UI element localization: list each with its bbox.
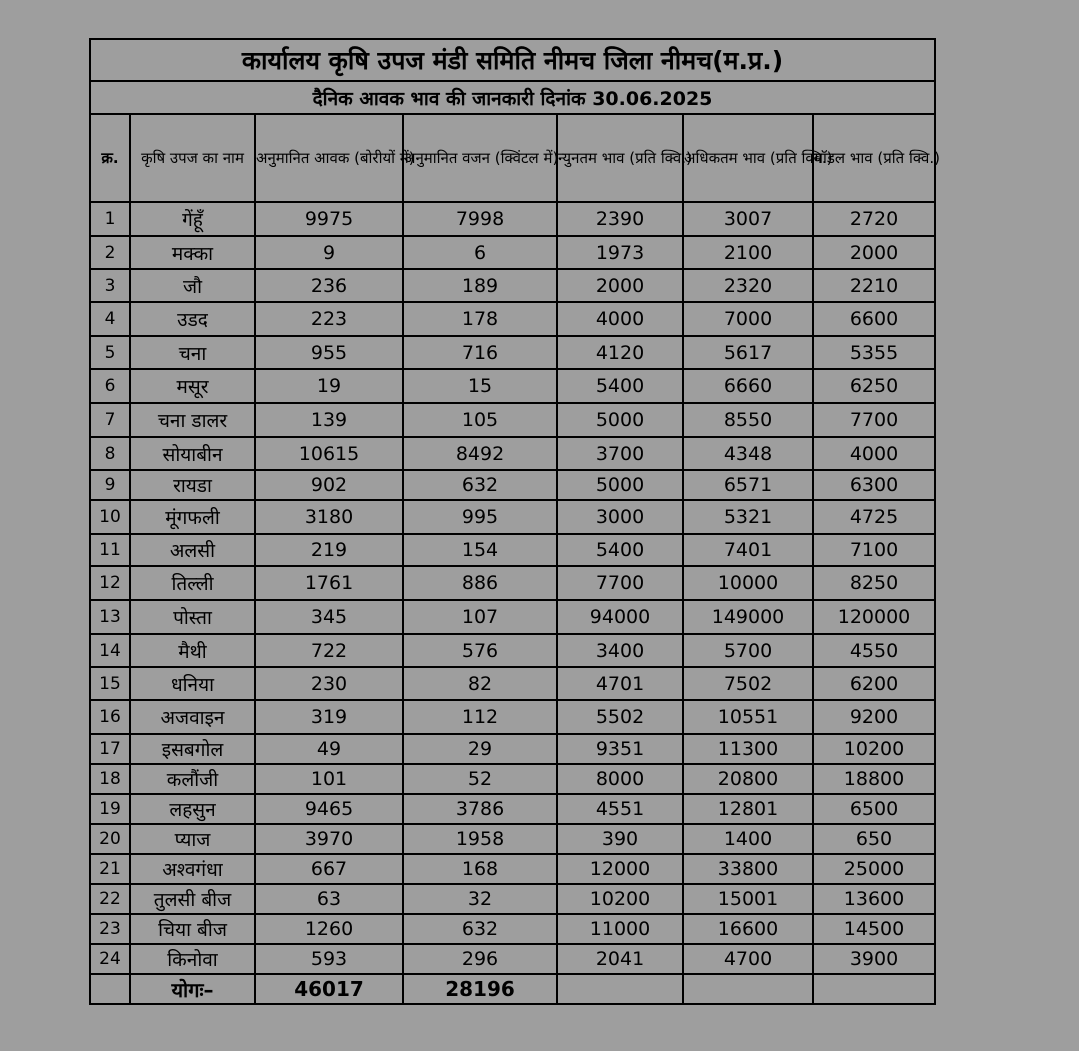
crop-name-cell: पोस्ता — [130, 600, 255, 634]
table-row — [90, 700, 935, 734]
table-row — [90, 764, 935, 794]
crop-name-cell: गेंहूँ — [130, 202, 255, 236]
estimated-bags-cell: 1260 — [255, 914, 403, 944]
serial-cell: 10 — [90, 500, 130, 534]
daily-arrival-price-table — [89, 38, 940, 1005]
modal-price-cell: 650 — [813, 824, 935, 854]
serial-cell: 22 — [90, 884, 130, 914]
estimated-weight-cell: 632 — [403, 470, 557, 500]
header-maximum-price: अधिकतम भाव (प्रति क्वि.) — [683, 114, 813, 202]
estimated-weight-cell: 886 — [403, 566, 557, 600]
maximum-price-cell: 6571 — [683, 470, 813, 500]
estimated-weight-cell: 3786 — [403, 794, 557, 824]
minimum-price-cell: 9351 — [557, 734, 683, 764]
modal-price-cell: 7700 — [813, 403, 935, 437]
header-estimated-weight: अनुमानित वजन (क्विंटल में) — [403, 114, 557, 202]
serial-cell: 11 — [90, 534, 130, 566]
crop-name-cell: तुलसी बीज — [130, 884, 255, 914]
maximum-price-cell: 5617 — [683, 336, 813, 369]
estimated-weight-cell: 8492 — [403, 437, 557, 470]
maximum-price-cell: 5321 — [683, 500, 813, 534]
minimum-price-cell: 11000 — [557, 914, 683, 944]
modal-price-cell: 18800 — [813, 764, 935, 794]
table-row — [90, 470, 935, 500]
serial-cell: 21 — [90, 854, 130, 884]
crop-name-cell: अलसी — [130, 534, 255, 566]
total-label: योगः– — [130, 974, 255, 1004]
estimated-weight-cell: 178 — [403, 302, 557, 336]
header-estimated-bags: अनुमानित आवक (बोरीयों में) — [255, 114, 403, 202]
estimated-bags-cell: 230 — [255, 667, 403, 700]
estimated-weight-cell: 168 — [403, 854, 557, 884]
minimum-price-cell: 390 — [557, 824, 683, 854]
maximum-price-cell: 2320 — [683, 269, 813, 302]
table-row — [90, 854, 935, 884]
table-row — [90, 369, 935, 403]
header-minimum-price: न्युनतम भाव (प्रति क्वि.) — [557, 114, 683, 202]
table-row — [90, 302, 935, 336]
header-modal-price: मॉडल भाव (प्रति क्वि.) — [813, 114, 935, 202]
estimated-bags-cell: 1761 — [255, 566, 403, 600]
maximum-price-cell: 11300 — [683, 734, 813, 764]
estimated-weight-cell: 112 — [403, 700, 557, 734]
estimated-weight-cell: 82 — [403, 667, 557, 700]
table-row — [90, 534, 935, 566]
estimated-weight-cell: 32 — [403, 884, 557, 914]
estimated-weight-cell: 632 — [403, 914, 557, 944]
maximum-price-cell: 33800 — [683, 854, 813, 884]
crop-name-cell: जौ — [130, 269, 255, 302]
estimated-weight-cell: 15 — [403, 369, 557, 403]
estimated-weight-cell: 154 — [403, 534, 557, 566]
table-row — [90, 437, 935, 470]
minimum-price-cell: 5502 — [557, 700, 683, 734]
serial-cell: 1 — [90, 202, 130, 236]
table-row — [90, 500, 935, 534]
serial-cell: 4 — [90, 302, 130, 336]
serial-cell: 8 — [90, 437, 130, 470]
total-row — [90, 974, 935, 1004]
estimated-bags-cell: 319 — [255, 700, 403, 734]
maximum-price-cell: 4700 — [683, 944, 813, 974]
crop-name-cell: मक्का — [130, 236, 255, 269]
table-row — [90, 269, 935, 302]
estimated-bags-cell: 722 — [255, 634, 403, 667]
serial-cell: 6 — [90, 369, 130, 403]
crop-name-cell: अश्वगंधा — [130, 854, 255, 884]
serial-cell: 12 — [90, 566, 130, 600]
estimated-weight-cell: 107 — [403, 600, 557, 634]
estimated-bags-cell: 345 — [255, 600, 403, 634]
minimum-price-cell: 4000 — [557, 302, 683, 336]
modal-price-cell: 6250 — [813, 369, 935, 403]
crop-name-cell: रायडा — [130, 470, 255, 500]
table-row — [90, 794, 935, 824]
crop-name-cell: चिया बीज — [130, 914, 255, 944]
table-row — [90, 944, 935, 974]
serial-cell: 13 — [90, 600, 130, 634]
table-row — [90, 202, 935, 236]
estimated-bags-cell: 101 — [255, 764, 403, 794]
minimum-price-cell: 12000 — [557, 854, 683, 884]
header-crop-name: कृषि उपज का नाम — [130, 114, 255, 202]
crop-name-cell: मसूर — [130, 369, 255, 403]
serial-cell: 5 — [90, 336, 130, 369]
estimated-bags-cell: 9975 — [255, 202, 403, 236]
serial-cell: 9 — [90, 470, 130, 500]
table-row — [90, 600, 935, 634]
serial-cell: 18 — [90, 764, 130, 794]
minimum-price-cell: 4701 — [557, 667, 683, 700]
serial-cell: 23 — [90, 914, 130, 944]
minimum-price-cell: 5000 — [557, 470, 683, 500]
crop-name-cell: कलौंजी — [130, 764, 255, 794]
crop-name-cell: मूंगफली — [130, 500, 255, 534]
estimated-bags-cell: 223 — [255, 302, 403, 336]
minimum-price-cell: 3400 — [557, 634, 683, 667]
estimated-weight-cell: 576 — [403, 634, 557, 667]
maximum-price-cell: 2100 — [683, 236, 813, 269]
minimum-price-cell: 7700 — [557, 566, 683, 600]
estimated-bags-cell: 9465 — [255, 794, 403, 824]
crop-name-cell: सोयाबीन — [130, 437, 255, 470]
maximum-price-cell: 10551 — [683, 700, 813, 734]
estimated-weight-cell: 296 — [403, 944, 557, 974]
estimated-bags-cell: 63 — [255, 884, 403, 914]
total-weight: 28196 — [403, 974, 557, 1004]
modal-price-cell: 10200 — [813, 734, 935, 764]
table-row — [90, 884, 935, 914]
estimated-bags-cell: 139 — [255, 403, 403, 437]
serial-cell: 17 — [90, 734, 130, 764]
minimum-price-cell: 4120 — [557, 336, 683, 369]
modal-price-cell: 8250 — [813, 566, 935, 600]
estimated-bags-cell: 236 — [255, 269, 403, 302]
serial-cell: 14 — [90, 634, 130, 667]
modal-price-cell: 120000 — [813, 600, 935, 634]
maximum-price-cell: 149000 — [683, 600, 813, 634]
crop-name-cell: तिल्ली — [130, 566, 255, 600]
modal-price-cell: 7100 — [813, 534, 935, 566]
estimated-bags-cell: 902 — [255, 470, 403, 500]
minimum-price-cell: 3000 — [557, 500, 683, 534]
header-serial: क्र. — [90, 114, 130, 202]
maximum-price-cell: 12801 — [683, 794, 813, 824]
minimum-price-cell: 94000 — [557, 600, 683, 634]
estimated-weight-cell: 6 — [403, 236, 557, 269]
table-row — [90, 914, 935, 944]
estimated-bags-cell: 3180 — [255, 500, 403, 534]
modal-price-cell: 25000 — [813, 854, 935, 884]
maximum-price-cell: 20800 — [683, 764, 813, 794]
serial-cell: 2 — [90, 236, 130, 269]
table-row — [90, 336, 935, 369]
crop-name-cell: चना — [130, 336, 255, 369]
crop-name-cell: इसबगोल — [130, 734, 255, 764]
table-row — [90, 566, 935, 600]
maximum-price-cell: 10000 — [683, 566, 813, 600]
crop-name-cell: चना डालर — [130, 403, 255, 437]
report-subtitle: दैनिक आवक भाव की जानकारी दिनांक 30.06.2025 — [90, 81, 935, 114]
estimated-bags-cell: 3970 — [255, 824, 403, 854]
total-empty-modal — [813, 974, 935, 1004]
maximum-price-cell: 15001 — [683, 884, 813, 914]
serial-cell: 7 — [90, 403, 130, 437]
modal-price-cell: 13600 — [813, 884, 935, 914]
modal-price-cell: 6600 — [813, 302, 935, 336]
total-empty-min — [557, 974, 683, 1004]
estimated-weight-cell: 52 — [403, 764, 557, 794]
maximum-price-cell: 7502 — [683, 667, 813, 700]
minimum-price-cell: 4551 — [557, 794, 683, 824]
minimum-price-cell: 2041 — [557, 944, 683, 974]
modal-price-cell: 2720 — [813, 202, 935, 236]
modal-price-cell: 4725 — [813, 500, 935, 534]
serial-cell: 20 — [90, 824, 130, 854]
maximum-price-cell: 8550 — [683, 403, 813, 437]
serial-cell: 3 — [90, 269, 130, 302]
estimated-bags-cell: 19 — [255, 369, 403, 403]
crop-name-cell: किनोवा — [130, 944, 255, 974]
crop-name-cell: लहसुन — [130, 794, 255, 824]
total-empty-serial — [90, 974, 130, 1004]
estimated-bags-cell: 667 — [255, 854, 403, 884]
estimated-weight-cell: 7998 — [403, 202, 557, 236]
crop-name-cell: अजवाइन — [130, 700, 255, 734]
modal-price-cell: 6500 — [813, 794, 935, 824]
estimated-weight-cell: 995 — [403, 500, 557, 534]
modal-price-cell: 6300 — [813, 470, 935, 500]
crop-name-cell: उडद — [130, 302, 255, 336]
estimated-bags-cell: 219 — [255, 534, 403, 566]
maximum-price-cell: 5700 — [683, 634, 813, 667]
minimum-price-cell: 5400 — [557, 534, 683, 566]
serial-cell: 15 — [90, 667, 130, 700]
minimum-price-cell: 8000 — [557, 764, 683, 794]
table-row — [90, 236, 935, 269]
minimum-price-cell: 1973 — [557, 236, 683, 269]
maximum-price-cell: 16600 — [683, 914, 813, 944]
maximum-price-cell: 1400 — [683, 824, 813, 854]
serial-cell: 16 — [90, 700, 130, 734]
table-row — [90, 734, 935, 764]
serial-cell: 19 — [90, 794, 130, 824]
estimated-bags-cell: 593 — [255, 944, 403, 974]
estimated-weight-cell: 189 — [403, 269, 557, 302]
estimated-weight-cell: 716 — [403, 336, 557, 369]
modal-price-cell: 14500 — [813, 914, 935, 944]
minimum-price-cell: 2390 — [557, 202, 683, 236]
modal-price-cell: 3900 — [813, 944, 935, 974]
maximum-price-cell: 7000 — [683, 302, 813, 336]
minimum-price-cell: 10200 — [557, 884, 683, 914]
table-row — [90, 634, 935, 667]
office-title: कार्यालय कृषि उपज मंडी समिति नीमच जिला नीमच(म.प्र.) — [90, 39, 935, 81]
total-empty-max — [683, 974, 813, 1004]
total-bags: 46017 — [255, 974, 403, 1004]
modal-price-cell: 9200 — [813, 700, 935, 734]
estimated-weight-cell: 29 — [403, 734, 557, 764]
maximum-price-cell: 7401 — [683, 534, 813, 566]
minimum-price-cell: 2000 — [557, 269, 683, 302]
maximum-price-cell: 4348 — [683, 437, 813, 470]
table-row — [90, 824, 935, 854]
serial-cell: 24 — [90, 944, 130, 974]
modal-price-cell: 4550 — [813, 634, 935, 667]
estimated-bags-cell: 10615 — [255, 437, 403, 470]
crop-name-cell: धनिया — [130, 667, 255, 700]
minimum-price-cell: 3700 — [557, 437, 683, 470]
maximum-price-cell: 3007 — [683, 202, 813, 236]
estimated-weight-cell: 105 — [403, 403, 557, 437]
crop-name-cell: मैथी — [130, 634, 255, 667]
crop-name-cell: प्याज — [130, 824, 255, 854]
estimated-bags-cell: 9 — [255, 236, 403, 269]
estimated-bags-cell: 49 — [255, 734, 403, 764]
modal-price-cell: 4000 — [813, 437, 935, 470]
maximum-price-cell: 6660 — [683, 369, 813, 403]
minimum-price-cell: 5000 — [557, 403, 683, 437]
modal-price-cell: 6200 — [813, 667, 935, 700]
modal-price-cell: 2000 — [813, 236, 935, 269]
table-row — [90, 667, 935, 700]
estimated-bags-cell: 955 — [255, 336, 403, 369]
minimum-price-cell: 5400 — [557, 369, 683, 403]
column-header-row — [90, 114, 935, 202]
estimated-weight-cell: 1958 — [403, 824, 557, 854]
modal-price-cell: 5355 — [813, 336, 935, 369]
modal-price-cell: 2210 — [813, 269, 935, 302]
table-row — [90, 403, 935, 437]
